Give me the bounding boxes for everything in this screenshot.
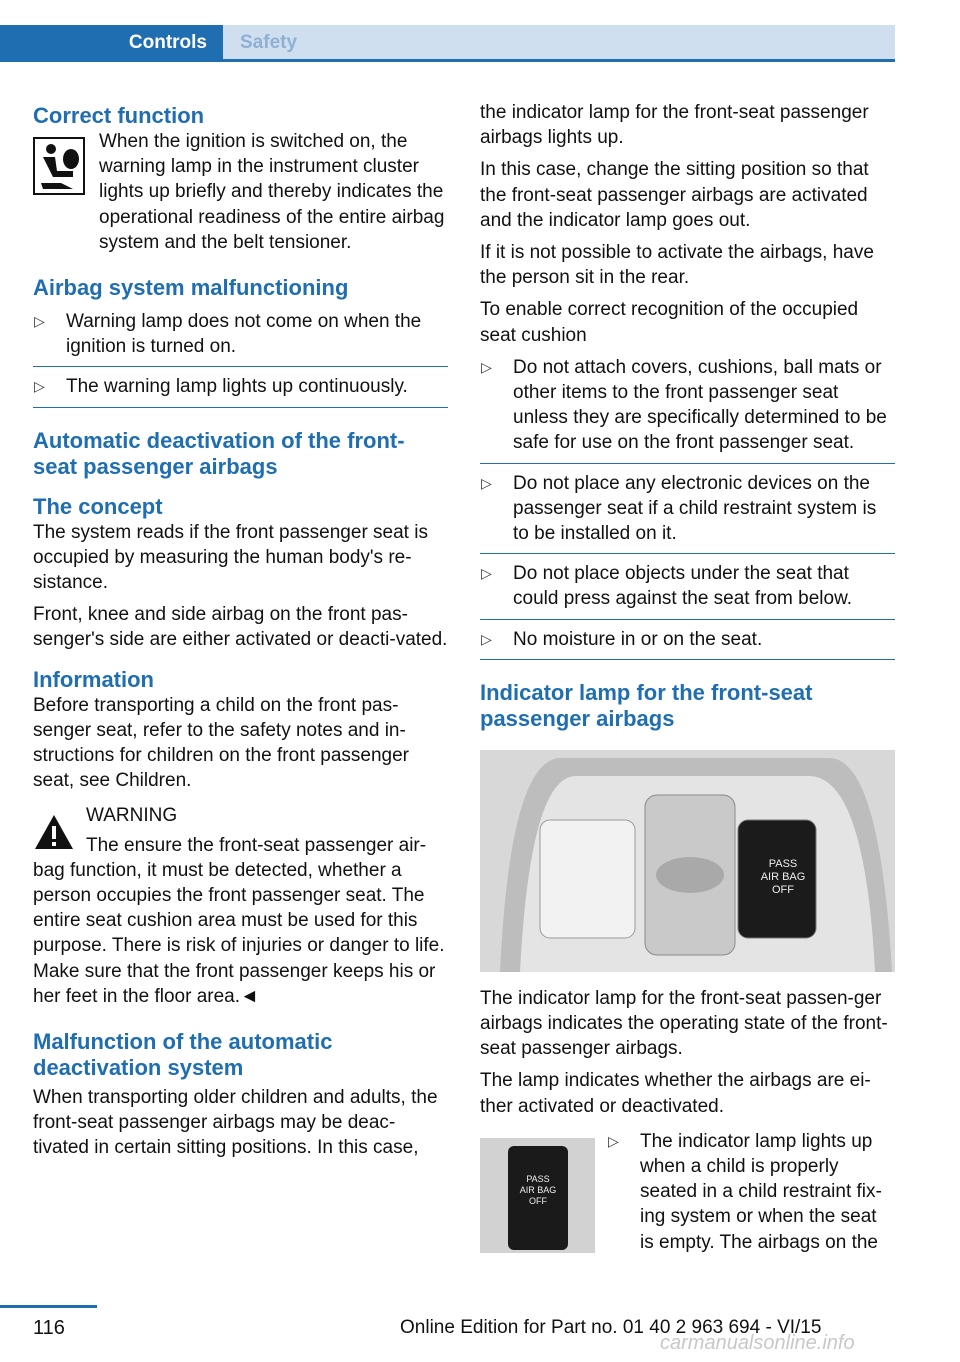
thumb-label-line-1: PASS bbox=[526, 1173, 550, 1184]
seat-recognition-list bbox=[480, 355, 895, 660]
information-paragraph: Before transporting a child on the front pas-senger seat, refer to the safety notes and in-structions for children on the front passenger seat, see Children. bbox=[33, 694, 409, 792]
warning-block bbox=[33, 803, 448, 1009]
triangle-bullet-icon: ▷ bbox=[481, 565, 492, 582]
footer-rule bbox=[0, 1305, 97, 1308]
list-item: ▷ Do not attach covers, cushions, ball mats or other items to the front passenger seat unless they are specifically determined to be safe for use on the front passenger seat. bbox=[480, 355, 895, 464]
right-paragraph-5: The indicator lamp for the front-seat passen-ger airbags indicates the operating state of the front-seat passenger airbags. bbox=[480, 987, 888, 1060]
warning-text: The ensure the front-seat passenger air-bag function, it must be detected, whether a person occupies the front passenger seat. The entire seat cushion area must be used for this purpose. There is risk of injuries or danger to life. Make sure that the front passenger keeps his or her feet in the floor area.◄ bbox=[33, 834, 445, 1007]
list-item: ▷ The warning lamp lights up continuously. bbox=[33, 374, 448, 407]
list-item: ▷ Warning lamp does not come on when the ignition is turned on. bbox=[33, 309, 448, 367]
heading-malfunction-auto-deactivation: Malfunction of the automatic deactivation system bbox=[33, 1029, 333, 1081]
right-paragraph-1: the indicator lamp for the front-seat passenger airbags lights up. bbox=[480, 102, 869, 149]
heading-indicator-lamp: Indicator lamp for the front-seat passenger airbags bbox=[480, 679, 813, 731]
triangle-bullet-icon: ▷ bbox=[481, 474, 492, 491]
console-illustration bbox=[480, 750, 895, 972]
triangle-bullet-icon: ▷ bbox=[481, 358, 492, 375]
malfunction-list bbox=[33, 309, 448, 408]
thumb-label-line-3: OFF bbox=[529, 1195, 547, 1206]
right-paragraph-6: The lamp indicates whether the airbags are ei-ther activated or deactivated. bbox=[480, 1070, 871, 1117]
triangle-bullet-icon: ▷ bbox=[34, 313, 45, 330]
right-paragraph-4: To enable correct recognition of the occupied seat cushion bbox=[480, 299, 859, 346]
triangle-bullet-icon: ▷ bbox=[481, 630, 492, 647]
heading-concept: The concept bbox=[33, 493, 163, 519]
chapter-tabs bbox=[0, 25, 895, 62]
watermark: carmanualsonline.info bbox=[660, 1332, 855, 1354]
airbag-warning-icon bbox=[33, 137, 85, 195]
list-item: ▷ No moisture in or on the seat. bbox=[480, 627, 895, 660]
list-item: ▷ Do not place any electronic devices on the passenger seat if a child restraint system is to be installed on it. bbox=[480, 471, 895, 555]
thumb-label-line-2: AIR BAG bbox=[519, 1184, 557, 1195]
right-column bbox=[480, 100, 895, 1269]
tab-safety[interactable]: Safety bbox=[223, 25, 895, 59]
list-item: ▷ The indicator lamp lights up when a child is properly seated in a child restraint fix-ing system or when the seat is empty. The airbags on the bbox=[608, 1130, 882, 1253]
indicator-detail-list bbox=[607, 1129, 895, 1262]
list-item: ▷ Do not place objects under the seat that could press against the seat from below. bbox=[480, 561, 895, 619]
heading-airbag-malfunction: Airbag system malfunctioning bbox=[33, 275, 349, 301]
photo-label-line-3: OFF bbox=[772, 883, 794, 896]
indicator-lamp-photo bbox=[480, 750, 895, 972]
heading-correct-function: Correct function bbox=[33, 103, 205, 128]
triangle-bullet-icon: ▷ bbox=[608, 1132, 619, 1149]
pass-airbag-off-thumbnail bbox=[480, 1138, 595, 1253]
correct-function-text: When the ignition is switched on, the warning lamp in the instrument cluster lights up briefly and thereby indicates the operational readiness of the entire airbag system and the belt tensioner. bbox=[99, 131, 445, 253]
header-rule bbox=[0, 59, 895, 62]
warning-label: WARNING bbox=[86, 805, 178, 827]
left-column bbox=[33, 100, 448, 1168]
indicator-detail-block bbox=[480, 1129, 895, 1269]
heading-information: Information bbox=[33, 666, 154, 692]
tab-controls[interactable]: Controls bbox=[0, 25, 223, 59]
photo-label-line-1: PASS bbox=[768, 857, 798, 870]
page-number: 116 bbox=[33, 1317, 65, 1339]
edition-text: Online Edition for Part no. 01 40 2 963 694 - VI/15 bbox=[400, 1317, 822, 1338]
concept-paragraph-2: Front, knee and side airbag on the front pas-senger's side are either activated or deacti-vated. bbox=[33, 604, 448, 651]
malfunction-auto-paragraph: When transporting older children and adults, the front-seat passenger airbags may be deac-tivated in certain sitting positions. In this case, bbox=[33, 1087, 438, 1159]
triangle-bullet-icon: ▷ bbox=[34, 378, 45, 395]
correct-function-block bbox=[33, 129, 448, 255]
warning-triangle-icon bbox=[33, 813, 75, 851]
right-paragraph-2: In this case, change the sitting position so that the front-seat passenger airbags are activated and the indicator lamp goes out. bbox=[480, 159, 869, 231]
concept-paragraph-1: The system reads if the front passenger seat is occupied by measuring the human body's re-sistance. bbox=[33, 521, 428, 594]
heading-auto-deactivation: Automatic deactivation of the front-seat passenger airbags bbox=[33, 427, 405, 479]
photo-label-line-2: AIR BAG bbox=[760, 870, 806, 883]
right-paragraph-3: If it is not possible to activate the airbags, have the person sit in the rear. bbox=[480, 242, 874, 289]
